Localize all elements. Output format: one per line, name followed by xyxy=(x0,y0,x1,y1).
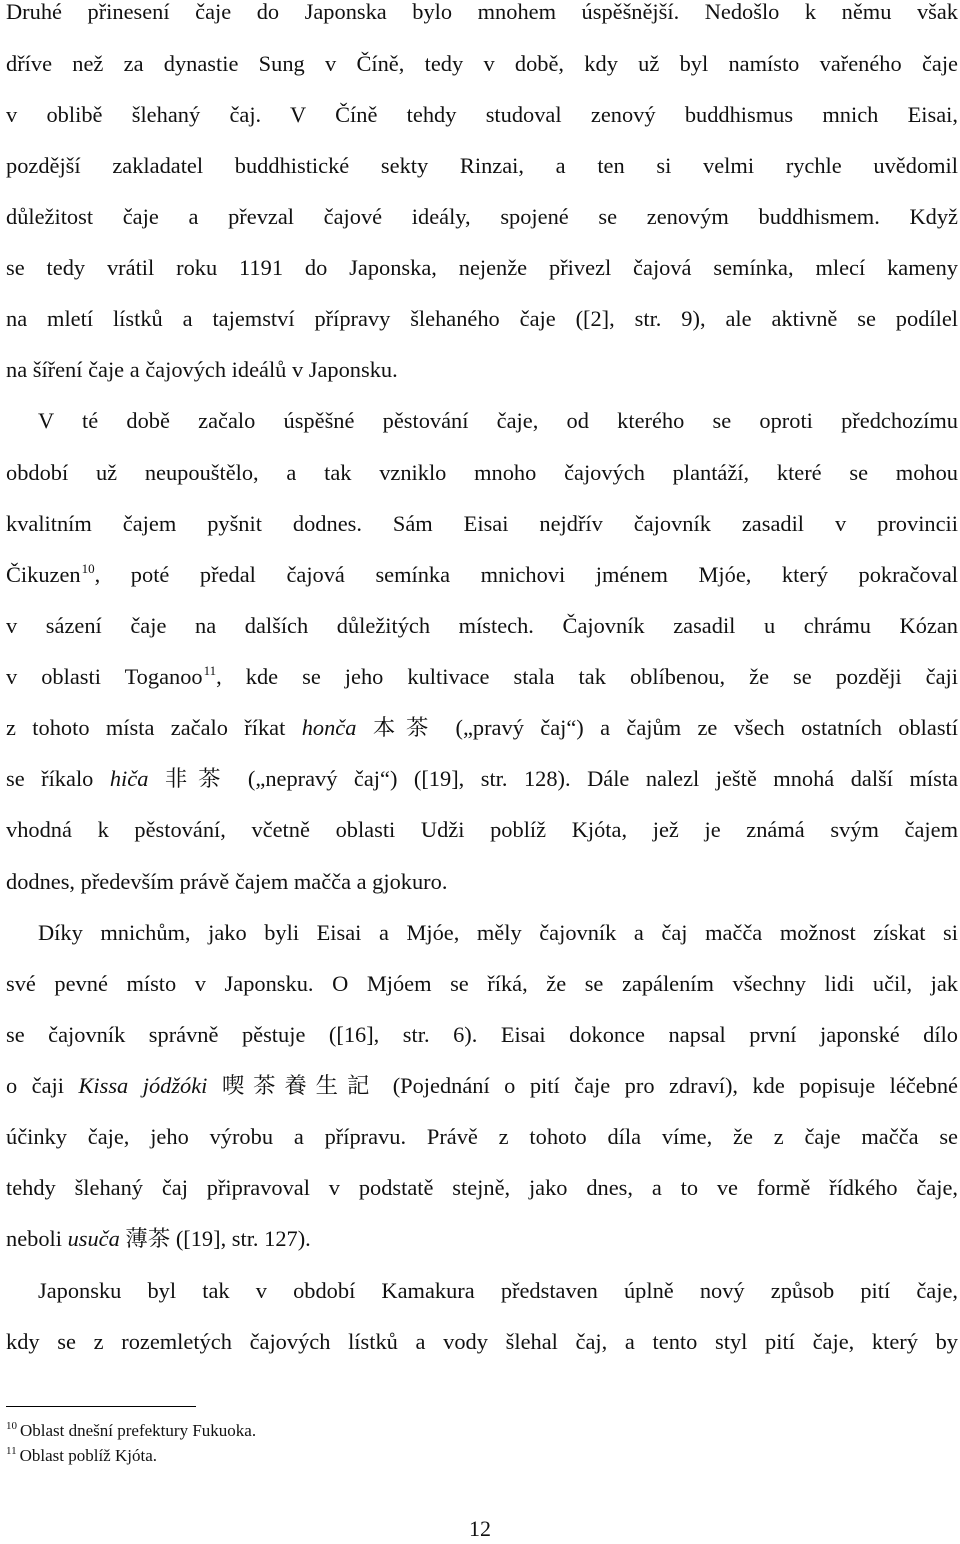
text-line: v oblibě šlehaný čaj. V Číně tehdy studoval zenový buddhismus mnich Eisai, xyxy=(6,102,958,127)
text-line: Japonsku byl tak v období Kamakura představen úplně nový způsob pití čaje, xyxy=(38,1278,958,1303)
text-line xyxy=(6,1068,958,1104)
footnote-11 xyxy=(6,1445,157,1467)
text-span: z tohoto místa začalo říkat xyxy=(6,715,302,740)
text-span: neboli xyxy=(6,1226,68,1251)
text-span: , kde se jeho kultivace stala tak oblíbenou, že se později čaji xyxy=(216,664,958,689)
footnote-number: 11 xyxy=(6,1445,17,1457)
footnote-text: Oblast poblíž Kjóta. xyxy=(19,1446,157,1465)
text-span: („nepravý čaj“) ([19], str. 128). Dále nalezl ještě mnohá další místa xyxy=(247,766,958,791)
text-line: kdy se z rozemletých čajových lístků a vody šlehal čaj, a tento styl pití čaje, který by xyxy=(6,1329,958,1354)
text-line: v sázení čaje na dalších důležitých místech. Čajovník zasadil u chrámu Kózan xyxy=(6,613,958,638)
footnote-divider xyxy=(6,1406,196,1407)
text-line xyxy=(6,761,958,797)
kanji-term: 喫茶養生記 xyxy=(207,1073,393,1098)
text-span: se říkalo xyxy=(6,766,110,791)
kanji-term: 非茶 xyxy=(148,766,248,791)
text-span: ([19], str. 127). xyxy=(175,1226,311,1251)
text-span: , poté předal čajová semínka mnichovi jménem Mjóe, který pokračoval xyxy=(94,562,958,587)
text-line: Díky mnichům, jako byli Eisai a Mjóe, měly čajovník a čaj mačča možnost získat si xyxy=(38,920,958,945)
text-line xyxy=(6,1221,958,1257)
footnote-ref-10: 10 xyxy=(81,561,95,576)
text-line xyxy=(6,557,958,593)
term-italic: Kissa jódžóki xyxy=(78,1073,208,1098)
text-line xyxy=(6,659,958,695)
text-span: Čikuzen xyxy=(6,562,81,587)
text-line: kvalitním čajem pyšnit dodnes. Sám Eisai nejdřív čajovník zasadil v provincii xyxy=(6,511,958,536)
text-line: tehdy šlehaný čaj připravoval v podstatě stejně, jako dnes, a to ve formě řídkého čaje, xyxy=(6,1175,958,1200)
text-line: na mletí lístků a tajemství přípravy šlehaného čaje ([2], str. 9), ale aktivně se podílel xyxy=(6,306,958,331)
text-line: účinky čaje, jeho výrobu a přípravu. Právě z tohoto díla víme, že z čaje mačča se xyxy=(6,1124,958,1149)
text-line: V té době začalo úspěšné pěstování čaje, od kterého se oproti předchozímu xyxy=(38,408,958,433)
text-line: dříve než za dynastie Sung v Číně, tedy v době, kdy už byl namísto vařeného čaje xyxy=(6,51,958,76)
text-span: v oblasti Toganoo xyxy=(6,664,203,689)
text-span: o čaji xyxy=(6,1073,79,1098)
text-line: vhodná k pěstování, včetně oblasti Udži poblíž Kjóta, jež je známá svým čajem xyxy=(6,817,958,842)
text-line: dodnes, především právě čajem mačča a gjokuro. xyxy=(6,869,448,894)
text-span: (Pojednání o pití čaje pro zdraví), kde popisuje léčebné xyxy=(392,1073,958,1098)
kanji-term: 本茶 xyxy=(356,715,456,740)
text-line: období už neupouštělo, a tak vzniklo mnoho čajových plantáží, které se mohou xyxy=(6,460,958,485)
text-line xyxy=(6,710,958,746)
text-line: své pevné místo v Japonsku. O Mjóem se říká, že se zapálením všechny lidi učil, jak xyxy=(6,971,958,996)
footnote-number: 10 xyxy=(6,1420,17,1432)
text-line: na šíření čaje a čajových ideálů v Japonsku. xyxy=(6,357,398,382)
text-line: se čajovník správně pěstuje ([16], str. 6). Eisai dokonce napsal první japonské dílo xyxy=(6,1022,958,1047)
kanji-term: 薄茶 xyxy=(119,1226,176,1251)
footnote-ref-11: 11 xyxy=(203,663,217,678)
term-italic: hiča xyxy=(109,766,149,791)
text-line: Druhé přinesení čaje do Japonska bylo mnohem úspěšnější. Nedošlo k němu však xyxy=(6,0,958,24)
text-line: důležitost čaje a převzal čajové ideály, spojené se zenovým buddhismem. Když xyxy=(6,204,958,229)
text-line: se tedy vrátil roku 1191 do Japonska, nejenže přivezl čajová semínka, mlecí kameny xyxy=(6,255,958,280)
term-italic: honča xyxy=(301,715,357,740)
footnote-text: Oblast dnešní prefektury Fukuoka. xyxy=(20,1421,257,1440)
text-line: pozdější zakladatel buddhistické sekty Rinzai, a ten si velmi rychle uvědomil xyxy=(6,153,958,178)
term-italic: usuča xyxy=(67,1226,120,1251)
text-span: („pravý čaj“) a čajům ze všech ostatních oblastí xyxy=(455,715,958,740)
page-number: 12 xyxy=(469,1516,491,1541)
footnote-10 xyxy=(6,1420,256,1442)
